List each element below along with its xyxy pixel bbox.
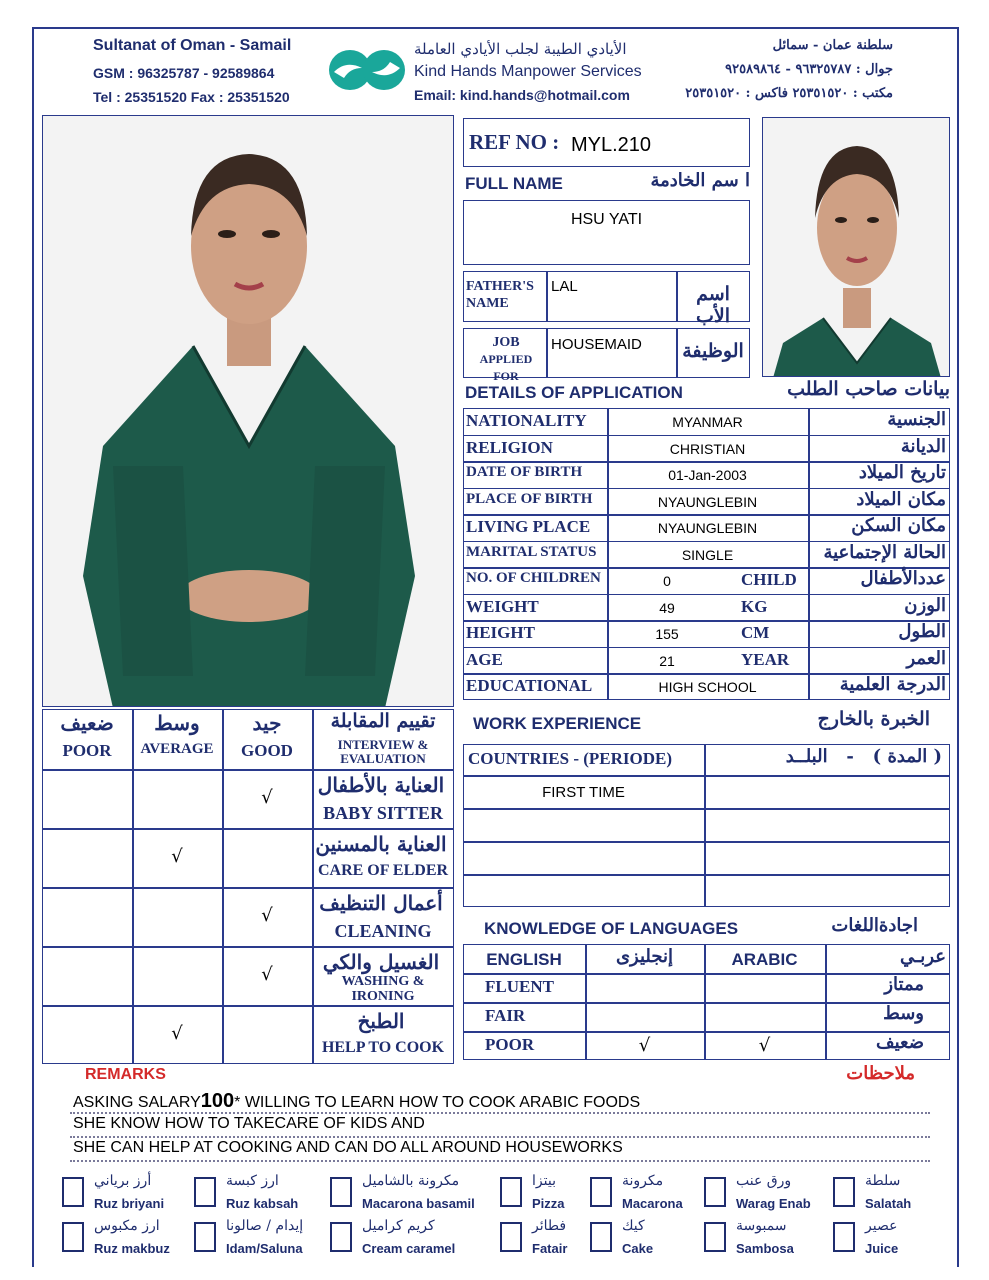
- food-name-ar: ارز مكبوس: [94, 1218, 160, 1234]
- eval-check-mark: √: [261, 905, 273, 926]
- detail-label-ar: الحالة الإجتماعية: [823, 541, 946, 563]
- food-name-ar: إيدام / صالونا: [226, 1218, 304, 1234]
- ref-value: MYL.210: [571, 134, 652, 156]
- main-photo: [42, 115, 454, 707]
- company-name-en: Kind Hands Manpower Services: [414, 63, 642, 80]
- detail-value: MYANMAR: [672, 414, 743, 430]
- food-checkbox[interactable]: [330, 1222, 352, 1252]
- work-col-en: COUNTRIES - (PERIODE): [468, 749, 673, 768]
- food-name: Ruz briyani: [94, 1196, 165, 1211]
- eval-head-ar: وسط: [154, 711, 200, 735]
- detail-label: AGE: [466, 649, 503, 669]
- detail-value: 01-Jan-2003: [668, 467, 747, 483]
- food-name: Sambosa: [736, 1241, 794, 1256]
- remarks-line-2: SHE KNOW HOW TO TAKECARE OF KIDS AND: [73, 1115, 425, 1132]
- eval-skill-ar: العناية بالأطفال: [317, 773, 445, 797]
- work-heading: WORK EXPERIENCE: [473, 714, 642, 733]
- eval-skill: BABY SITTER: [323, 803, 443, 823]
- detail-label: NATIONALITY: [466, 411, 587, 430]
- lang-level-ar: ممتاز: [884, 974, 924, 995]
- detail-value: 0: [663, 573, 671, 589]
- detail-label: PLACE OF BIRTH: [466, 490, 593, 507]
- food-name-ar: سمبوسة: [736, 1218, 787, 1234]
- full-name-box: [463, 200, 750, 265]
- food-checkbox[interactable]: [500, 1177, 522, 1207]
- detail-label-ar: تاريخ الميلاد: [858, 462, 946, 483]
- work-heading-ar: الخبرة بالخارج: [817, 708, 930, 730]
- food-name: Idam/Saluna: [226, 1241, 303, 1256]
- detail-value: 155: [655, 626, 679, 642]
- food-name: Salatah: [865, 1196, 912, 1211]
- company-logo: [328, 48, 406, 92]
- work-line: [463, 775, 950, 777]
- eval-title-2: EVALUATION: [340, 751, 426, 766]
- eval-line: [42, 769, 454, 771]
- detail-unit: KG: [741, 596, 768, 616]
- eval-skill-2: IRONING: [351, 989, 415, 1004]
- father-label: FATHER'S NAME: [466, 279, 534, 311]
- detail-label: HEIGHT: [466, 623, 535, 642]
- lang-level-ar: ضعيف: [875, 1032, 924, 1053]
- food-name: Juice: [865, 1241, 899, 1256]
- food-checkbox[interactable]: [833, 1222, 855, 1252]
- detail-label-ar: الوزن: [904, 594, 946, 616]
- eval-check-mark: √: [261, 964, 273, 985]
- detail-unit: CHILD: [741, 570, 797, 589]
- food-name: Fatair: [532, 1241, 568, 1256]
- eval-skill-ar: أعمال التنظيف: [319, 891, 443, 915]
- work-line: [463, 874, 950, 876]
- food-checkbox[interactable]: [704, 1222, 726, 1252]
- food-name-ar: بيتزا: [532, 1173, 556, 1189]
- food-checkbox[interactable]: [590, 1222, 612, 1252]
- detail-label-ar: مكان الميلاد: [856, 488, 946, 510]
- food-name: Ruz makbuz: [94, 1241, 170, 1256]
- eval-skill: CARE OF ELDER: [317, 862, 449, 879]
- food-name: Pizza: [532, 1196, 565, 1211]
- work-entry: FIRST TIME: [542, 784, 625, 801]
- food-name: Macarona basamil: [362, 1196, 475, 1211]
- eval-skill-ar: الطبخ: [357, 1009, 405, 1033]
- detail-label-ar: عددالأطفال: [860, 568, 946, 589]
- details-heading: DETAILS OF APPLICATION: [465, 383, 683, 402]
- food-name: Warag Enab: [736, 1196, 811, 1211]
- eval-title-ar: تقييم المقابلة: [330, 710, 436, 732]
- full-name-label-ar: ا سم الخادمة: [650, 170, 750, 191]
- full-name-label: FULL NAME: [465, 174, 563, 193]
- eval-line: [42, 887, 454, 889]
- food-name-ar: كريم كراميل: [362, 1218, 435, 1234]
- detail-label-ar: العمر: [906, 647, 946, 669]
- food-checkbox[interactable]: [330, 1177, 352, 1207]
- languages-heading: KNOWLEDGE OF LANGUAGES: [484, 919, 739, 938]
- work-line: [463, 841, 950, 843]
- eval-check-mark: √: [171, 846, 183, 867]
- lang-arabic-mark: √: [758, 1035, 771, 1056]
- eval-head-ar: ضعيف: [60, 711, 114, 735]
- detail-label: DATE OF BIRTH: [466, 464, 583, 480]
- food-name-ar: سلطة: [865, 1173, 901, 1189]
- detail-label: WEIGHT: [466, 596, 539, 616]
- eval-skill-ar: العناية بالمسنين: [315, 832, 447, 856]
- lang-level: FLUENT: [485, 977, 554, 996]
- food-checkbox[interactable]: [590, 1177, 612, 1207]
- eval-line: [42, 1005, 454, 1007]
- food-checkbox[interactable]: [500, 1222, 522, 1252]
- header-right-title-ar: سلطنة عمان - سمائل: [772, 38, 893, 53]
- header-email: Email: kind.hands@hotmail.com: [414, 87, 630, 103]
- detail-label-ar: الدرجة العلمية: [839, 674, 946, 695]
- food-name: Cake: [622, 1241, 654, 1256]
- remarks-label: REMARKS: [85, 1066, 166, 1083]
- food-name-ar: مكرونة: [622, 1173, 664, 1189]
- eval-skill-ar: الغسيل والكي: [322, 950, 440, 974]
- detail-unit: CM: [741, 623, 770, 642]
- remarks-line-1: ASKING SALARY100* WILLING TO LEARN HOW TO COOK ARABIC FOODS: [73, 1090, 641, 1112]
- ref-label: REF NO :: [469, 130, 560, 154]
- header-gsm: GSM : 96325787 - 92589864: [93, 65, 275, 81]
- job-label: JOB APPLIED FOR: [479, 335, 533, 383]
- eval-head: GOOD: [241, 741, 293, 760]
- lang-arabic: ARABIC: [731, 950, 798, 969]
- detail-label: NO. OF CHILDREN: [466, 570, 601, 586]
- father-label-ar: اسم الأب: [695, 283, 730, 327]
- father-value: LAL: [551, 278, 578, 295]
- detail-label-ar: مكان السكن: [851, 515, 946, 536]
- lang-arabic-ar: عربـي: [900, 946, 946, 967]
- detail-value: NYAUNGLEBIN: [657, 493, 758, 510]
- header-mobile-ar: جوال : ٩٦٣٢٥٧٨٧ - ٩٢٥٨٩٨٦٤: [725, 62, 893, 77]
- lang-english: ENGLISH: [486, 950, 562, 969]
- food-name-ar: أرز برياني: [94, 1173, 152, 1189]
- detail-label: LIVING PLACE: [466, 517, 591, 536]
- food-name: Ruz kabsah: [226, 1196, 299, 1211]
- food-name-ar: ارز كبسة: [226, 1173, 279, 1189]
- detail-unit: YEAR: [741, 649, 790, 669]
- full-name-value: HSU YATI: [570, 211, 643, 228]
- company-name-ar: الأيادي الطيبة لجلب الأيادي العاملة: [414, 40, 627, 58]
- detail-value: 49: [659, 599, 675, 616]
- food-name: Macarona: [622, 1196, 683, 1211]
- food-checkbox[interactable]: [704, 1177, 726, 1207]
- job-value: HOUSEMAID: [551, 336, 642, 353]
- detail-value: SINGLE: [681, 546, 734, 563]
- eval-check-mark: √: [171, 1023, 183, 1044]
- job-label-ar: الوظيفة: [682, 340, 744, 362]
- food-name: Cream caramel: [362, 1241, 456, 1256]
- detail-value: HIGH SCHOOL: [658, 679, 757, 695]
- lang-level-ar: وسط: [883, 1003, 924, 1024]
- work-col-ar: ( المدة ) - البلــد: [785, 746, 942, 767]
- food-name-ar: ورق عنب: [736, 1173, 792, 1189]
- food-name-ar: مكرونة بالشاميل: [362, 1173, 460, 1189]
- header-office-ar: مكتب : ٢٥٣٥١٥٢٠ فاكس : ٢٥٣٥١٥٢٠: [685, 86, 893, 101]
- food-name-ar: عصير: [865, 1218, 898, 1234]
- remarks-label-ar: ملاحظات: [846, 1063, 915, 1084]
- eval-line: [42, 828, 454, 830]
- detail-label: MARITAL STATUS: [466, 543, 597, 560]
- detail-label-ar: الطول: [898, 621, 946, 642]
- details-heading-ar: بيانات صاحب الطلب: [787, 378, 950, 400]
- detail-label-ar: الجنسية: [887, 409, 946, 430]
- languages-heading-ar: اجادةاللغات: [831, 915, 918, 936]
- food-checkbox[interactable]: [833, 1177, 855, 1207]
- remarks-line-3: SHE CAN HELP AT COOKING AND CAN DO ALL AROUND HOUSEWORKS: [73, 1139, 623, 1156]
- food-checkbox[interactable]: [62, 1222, 84, 1252]
- food-name-ar: فطائر: [532, 1218, 567, 1234]
- food-checkbox[interactable]: [62, 1177, 84, 1207]
- food-name-ar: كيك: [622, 1218, 645, 1234]
- food-checkbox[interactable]: [194, 1222, 216, 1252]
- passport-photo: [762, 117, 950, 377]
- lang-level: FAIR: [485, 1006, 526, 1025]
- detail-label: EDUCATIONAL: [466, 676, 593, 695]
- work-divider: [704, 744, 706, 907]
- detail-value: NYAUNGLEBIN: [657, 520, 758, 536]
- header-left-title: Sultanat of Oman - Samail: [93, 37, 292, 54]
- eval-title-1: INTERVIEW &: [337, 737, 429, 752]
- detail-label-ar: الديانة: [900, 435, 946, 457]
- eval-head-ar: جيد: [252, 711, 282, 735]
- work-line: [463, 808, 950, 810]
- lang-english-mark: √: [638, 1035, 651, 1056]
- detail-label: RELIGION: [466, 437, 553, 457]
- detail-value: 21: [659, 652, 675, 669]
- eval-skill: WASHING &: [341, 974, 425, 989]
- eval-skill: HELP TO COOK: [321, 1039, 445, 1056]
- lang-english-ar: إنجليزى: [615, 946, 674, 967]
- eval-skill: CLEANING: [334, 921, 432, 941]
- eval-line: [42, 946, 454, 948]
- food-checkbox[interactable]: [194, 1177, 216, 1207]
- eval-head: AVERAGE: [140, 741, 214, 757]
- lang-level: POOR: [485, 1035, 535, 1054]
- detail-value: CHRISTIAN: [669, 440, 746, 457]
- header-tel: Tel : 25351520 Fax : 25351520: [93, 89, 290, 105]
- eval-head: POOR: [62, 741, 112, 760]
- eval-check-mark: √: [261, 787, 273, 808]
